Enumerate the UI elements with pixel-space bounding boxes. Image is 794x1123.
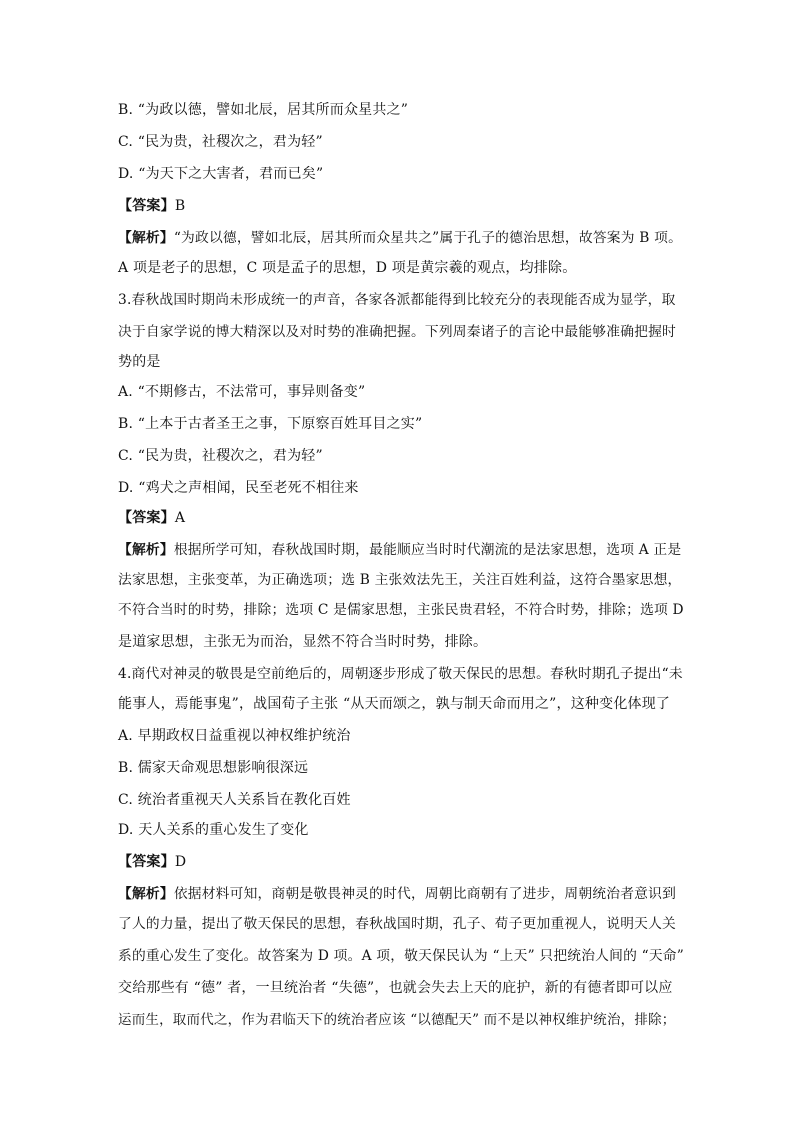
analysis-label: 【解析】 [118,230,174,246]
q3-stem-line-3: 势的是 [118,354,161,370]
q4-stem-line-2: 能事人，焉能事鬼”，战国荀子主张 “从天而颂之，孰与制天命而用之”，这种变化体现了 [118,696,671,712]
q4-analysis-line-2: 了人的力量，提出了敬天保民的思想，春秋战国时期，孔子、荀子更加重视人，说明天人关 [118,916,677,932]
analysis-label: 【解析】 [118,542,174,558]
q3-option-d: D. “鸡犬之声相闻，民至老死不相往来 [118,480,359,496]
q4-analysis-line-5: 运而生，取而代之，作为君临天下的统治者应该 “以德配天” 而不是以神权维护统治，排除； [118,1012,676,1028]
answer-label: 【答案】 [118,510,175,526]
q3-option-c: C. “民为贵，社稷次之，君为轻” [118,448,323,464]
q4-stem-line-1: 4.商代对神灵的敬畏是空前绝后的，周朝逐步形成了敬天保民的思想。春秋时期孔子提出“未 [118,666,683,682]
answer-value: B [174,198,186,214]
q3-analysis-line-2: 法家思想，主张变革，为正确选项；选 B 主张效法先王，关注百姓利益，这符合墨家思想， [118,572,682,588]
q4-answer [118,852,678,872]
q2-option-c: C. “民为贵，社稷次之，君为轻” [118,134,323,150]
answer-label: 【答案】 [118,198,175,214]
q3-analysis-line-3: 不符合当时的时势，排除；选项 C 是儒家思想，主张民贵君轻，不符合时势，排除；选项 D [118,602,684,618]
q3-option-a: A. “不期修古，不法常可，事异则备变” [118,384,366,400]
answer-label: 【答案】 [118,854,175,870]
analysis-text: “为政以德，譬如北辰，居其所而众星共之”属于孔子的德治思想，故答案为 B 项。 [173,230,683,246]
q4-option-a: A. 早期政权日益重视以神权维护统治 [118,728,351,744]
q3-answer [118,508,678,528]
q3-analysis-line-1 [118,540,682,560]
analysis-label: 【解析】 [118,886,174,902]
q4-option-c: C. 统治者重视天人关系旨在教化百姓 [118,792,351,808]
q3-analysis-line-4: 是道家思想，主张无为而治，显然不符合当时时势，排除。 [118,634,488,650]
q4-analysis-line-1 [118,884,678,904]
q2-option-b: B. “为政以德，譬如北辰，居其所而众星共之” [118,102,409,118]
q2-option-d: D. “为天下之大害者，君而已矣” [118,166,324,182]
q3-stem-line-2: 决于自家学说的博大精深以及对时势的准确把握。下列周秦诸子的言论中最能够准确把握时 [118,324,677,340]
q2-analysis-line-2: A 项是老子的思想，C 项是孟子的思想，D 项是黄宗羲的观点，均排除。 [118,260,577,276]
analysis-text: 根据所学可知，春秋战国时期，最能顺应当时时代潮流的是法家思想，选项 A 正是 [173,542,682,558]
q4-analysis-line-4: 交给那些有 “德” 者，一旦统治者 “失德”，也就会失去上天的庇护，新的有德者即可以应 [118,980,673,996]
analysis-text: 依据材料可知，商朝是敬畏神灵的时代，周朝比商朝有了进步，周朝统治者意识到 [173,886,677,902]
q4-option-d: D. 天人关系的重心发生了变化 [118,822,309,838]
q3-option-b: B. “上本于古者圣王之事，下原察百姓耳目之实” [118,416,423,432]
q2-analysis-line-1 [118,228,683,248]
q4-option-b: B. 儒家天命观思想影响很深远 [118,760,309,776]
q2-answer [118,196,678,216]
answer-value: D [174,854,187,870]
q4-analysis-line-3: 系的重心发生了变化。故答案为 D 项。A 项，敬天保民认为 “上天” 只把统治人间的 “天命” [118,948,684,964]
q3-stem-line-1: 3.春秋战国时期尚未形成统一的声音，各家各派都能得到比较充分的表现能否成为显学，取 [118,292,676,308]
answer-value: A [174,510,186,526]
